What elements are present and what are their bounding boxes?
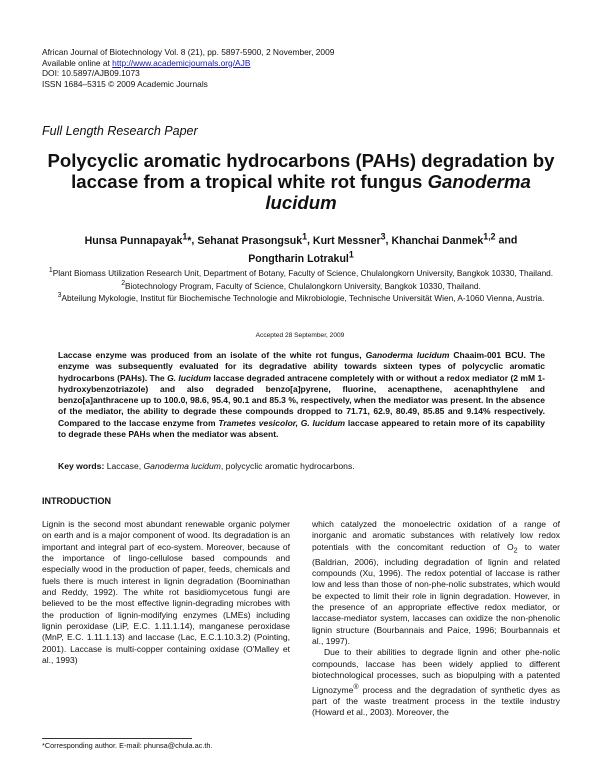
- journal-header: [42, 47, 334, 89]
- paper-category: Full Length Research Paper: [42, 124, 198, 138]
- title-species: Ganoderma lucidum: [265, 171, 531, 213]
- keywords: Key words: Laccase, Ganoderma lucidum, polycyclic aromatic hydrocarbons.: [58, 461, 355, 471]
- affiliation: $^1$Plant Biomass Utilization Research Unit, Department of Botany, Faculty of Science, Chulalongkorn University, Bangkok 10330, Thailand.: [48, 267, 554, 278]
- affiliation: $^2$Biotechnology Program, Faculty of Science, Chulalongkorn University, Bangkok 10330, Thailand.: [121, 279, 481, 291]
- affiliations: [44, 266, 558, 304]
- author: Pongtharin Lotrakul$^1$: [248, 249, 354, 266]
- author-list: Hunsa Punnapayak$^1$*, Sehanat Prasongsuk$^1$, Kurt Messner$^3$, Khanchai Danmek$^{1,2}$ and Pongtharin Lotrakul$^1$: [84, 231, 518, 266]
- journal-link[interactable]: http://www.academicjournals.org/AJB: [112, 57, 251, 68]
- corresponding-author-footnote: *Corresponding author. E-mail: phunsa@chula.ac.th.: [42, 741, 213, 750]
- author: Hunsa Punnapayak$^1$*: [84, 231, 192, 247]
- paragraph: which catalyzed the monoelectric oxidation of a range of inorganic and aromatic substances with relatively low redox potentials with the concomitant reduction of $O_2$ to water (Baldrian, 2006), including degradation of lignin and related compounds (Xu, 1996). The redox potential of laccase is rather low and less than those of non-phe-nolic substrates, which would be expected to limit their role in lignin degradation. However, in the presence of an appropriate effective redox mediator, or laccase-mediator system, laccases can oxidize the non-phenolic lignin structure (Bourbannais and Paice, 1996; Bourbannais et al., 1997).: [312, 519, 560, 647]
- author: Sehanat Prasongsuk$^1$: [197, 231, 308, 247]
- body-column-left: [42, 519, 290, 666]
- section-heading-introduction: INTRODUCTION: [42, 496, 111, 506]
- affiliation: $^3$Abteilung Mykologie, Institut für Biochemische Technologie and Mikrobiologie, Technische Universität Wien, A-1060 Vienna, Austria.: [57, 292, 545, 303]
- paragraph: Lignin is the second most abundant renewable organic polymer on earth and is a major component of wood. Its degradation is an important and integral part of eco-system. Moreover, because of the importance of lingo-cellulose based compounds and especially wood in the production of paper, feeds, chemicals and fuels there is much interest in lignin degradation (Boominathan and Reddy, 1992). The white rot basidiomycetous fungi are believed to be the most effective lignin-degrading microbes with the production of lignin-modifying enzymes (LMEs) including lignin peroxidase (LiP, E.C. 1.11.1.14), manganese peroxidase (MnP, E.C. 1.11.1.13) and laccase (Lac, E.C.1.10.3.2) (Pointing, 2001). Laccase is multi-copper containing oxidase (O'Malley et al., 1993): [42, 519, 290, 666]
- paper-title: Polycyclic aromatic hydrocarbons (PAHs) degradation by laccase from a tropical white rot fungus Ganoderma lucidum: [47, 150, 555, 213]
- journal-citation: African Journal of Biotechnology Vol. 8 (21), pp. 5897-5900, 2 November, 2009: [42, 47, 335, 57]
- footnote-divider: [42, 738, 192, 739]
- doi: DOI: 10.5897/AJB09.1073: [42, 68, 140, 79]
- author: Khanchai Danmek$^{1,2}$: [391, 231, 496, 247]
- accepted-date: Accepted 28 September, 2009: [255, 332, 345, 339]
- paragraph: Due to their abilities to degrade lignin and other phe-nolic compounds, laccase has been widely applied to different biotechnological processes, such as biopulping with a patented Lignozyme® process and the degradation of synthetic dyes as part of the waste treatment process in the textile industry (Howard et al., 2003). Moreover, the: [312, 647, 560, 718]
- body-column-right: [312, 519, 560, 718]
- author: Kurt Messner$^3$: [312, 231, 386, 247]
- issn: ISSN 1684–5315 © 2009 Academic Journals: [42, 78, 208, 89]
- availability-line: Available online at http://www.academicjournals.org/AJB: [42, 57, 251, 68]
- abstract: Laccase enzyme was produced from an isolate of the white rot fungus, Ganoderma lucidum Chaaim-001 BCU. The enzyme was subsequently evaluated for its degradative ability towards sixteen types of polycyclic aromatic hydrocarbons (PAHs). The G. lucidum laccase degraded antracene completely with or without a redox mediator (2 mM 1-hydroxybenzotriazole) and also degraded benzo[a]pyrene, fluorine, acenapthene, acenaphthylene and benzo[a]anthracene up to 100.0, 98.6, 95.4, 90.1 and 85.3 %, respectively, when the mediator was present. In the absence of the mediator, the ability to degrade these compounds dropped to 71.71, 62.9, 80.49, 85.85 and 9.14% respectively. Compared to the laccase enzyme from Trametes vesicolor, G. lucidum laccase appeared to retain more of its capability to degrade these PAHs when the mediator was absent.: [58, 350, 546, 440]
